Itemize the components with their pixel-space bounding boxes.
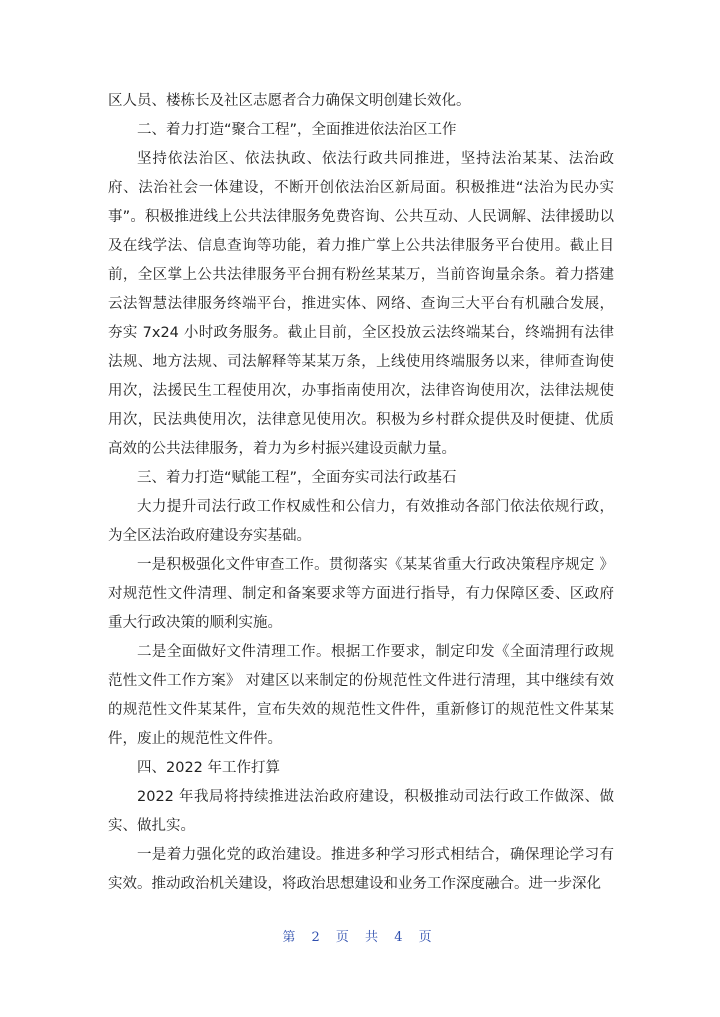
- paragraph: 一是积极强化文件审查工作。贯彻落实《某某省重大行政决策程序规定 》对规范性文件清理、制定和备案要求等方面进行指导，有力保障区委、区政府重大行政决策的顺利实施。: [108, 557, 614, 631]
- paragraph: 二、着力打造“聚合工程”，全面推进依法治区工作: [137, 122, 457, 138]
- paragraph: 坚持依法治区、依法执政、依法行政共同推进，坚持法治某某、法治政府、法治社会一体建设，不断开创依法治区新局面。积极推进“法治为民办实事”。积极推进线上公共法律服务免费咨询、公共互动、人民调解、法律援助以及在线学法、信息查询等功能，着力推广掌上公共法律服务平台使用。截止目前，全区掌上公共法律服务平台拥有粉丝某某万，当前咨询量余条。着力搭建云法智慧法律服务终端平台，推进实体、网络、查询三大平台有机融合发展，夯实 7x24 小时政务服务。截止目前，全区投放云法终端某台，终端拥有法律法规、地方法规、司法解释等某某万条，上线使用终端服务以来，律师查询使用次，法援民生工程使用次，办事指南使用次，法律咨询使用次，法律法规使用次，民法典使用次，法律意见使用次。积极为乡村群众提供及时便捷、优质高效的公共法律服务，着力为乡村振兴建设贡献力量。: [108, 151, 614, 457]
- paragraph: 三、着力打造“赋能工程”，全面夯实司法行政基石: [137, 470, 457, 486]
- paragraph: 大力提升司法行政工作权威性和公信力，有效推动各部门依法依规行政，为全区法治政府建设夯实基础。: [108, 499, 614, 544]
- page-footer: 第 2 页 共 4 页: [282, 930, 438, 945]
- paragraph: 二是全面做好文件清理工作。根据工作要求，制定印发《全面清理行政规范性文件工作方案》 对建区以来制定的份规范性文件进行清理，其中继续有效的规范性文件某某件，宣布失效的规范性文件件，重新修订的规范性文件某某件，废止的规范性文件件。: [108, 644, 614, 747]
- paragraph: 2022 年我局将持续推进法治政府建设，积极推动司法行政工作做深、做实、做扎实。: [108, 789, 614, 834]
- document-body: [108, 87, 614, 899]
- paragraph: 四、2022 年工作打算: [137, 760, 281, 776]
- paragraph: 区人员、楼栋长及社区志愿者合力确保文明创建长效化。: [108, 93, 471, 109]
- paragraph: 一是着力强化党的政治建设。推进多种学习形式相结合，确保理论学习有实效。推动政治机关建设，将政治思想建设和业务工作深度融合。进一步深化: [108, 847, 614, 892]
